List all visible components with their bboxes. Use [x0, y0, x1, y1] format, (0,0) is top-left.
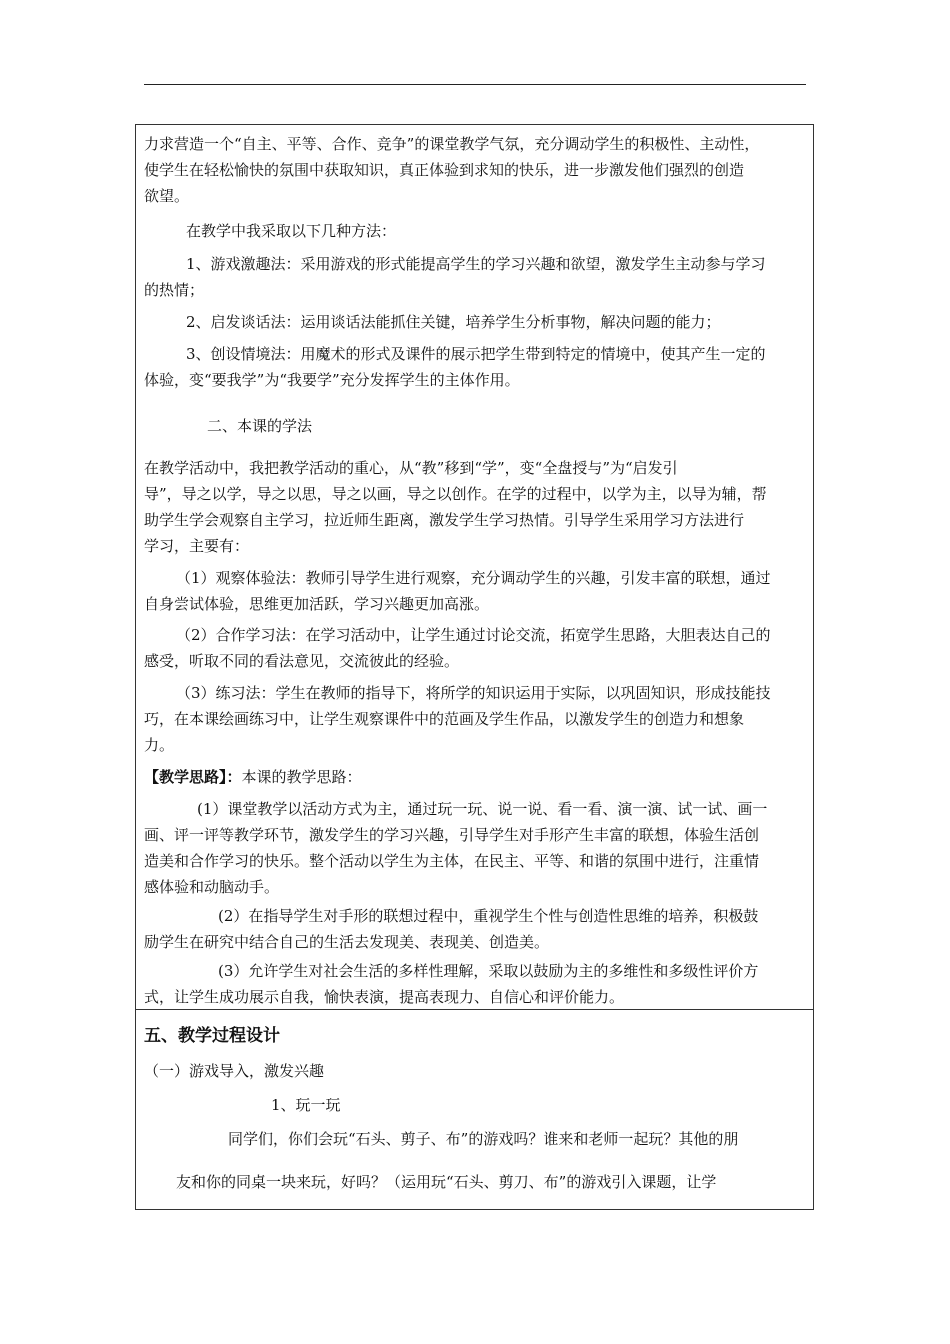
subsection-heading: （一）游戏导入，激发兴趣 [144, 1062, 325, 1080]
section-heading: 五、教学过程设计 [144, 1026, 280, 1046]
method-1-line: 的热情； [144, 281, 205, 299]
think-2-line: (2）在指导学生对手形的联想过程中，重视学生个性与创造性思维的培养，积极鼓 [218, 907, 759, 925]
learning-text-line: 学习，主要有： [144, 537, 250, 555]
method-3-line: 3、创设情境法：用魔术的形式及课件的展示把学生带到特定的情境中，使其产生一定的 [186, 345, 766, 363]
think-1-line: 造美和合作学习的快乐。整个活动以学生为主体，在民主、平等、和谐的氛围中进行，注重情 [144, 852, 760, 870]
think-1-line: 感体验和动脑动手。 [144, 878, 280, 896]
learn-1-line: （1）观察体验法：教师引导学生进行观察，充分调动学生的兴趣，引发丰富的联想，通过 [176, 569, 771, 587]
method-1-line: 1、游戏激趣法：采用游戏的形式能提高学生的学习兴趣和欲望，激发学生主动参与学习 [186, 255, 766, 273]
learn-2-line: 感受，听取不同的看法意见，交流彼此的经验。 [144, 652, 460, 670]
learn-2-line: （2）合作学习法：在学习活动中，让学生通过讨论交流，拓宽学生思路，大胆表达自己的 [176, 626, 771, 644]
think-2-line: 励学生在研究中结合自己的生活去发现美、表现美、创造美。 [144, 933, 550, 951]
learn-3-line: 力。 [144, 736, 175, 754]
learn-3-line: 巧，在本课绘画练习中，让学生观察课件中的范画及学生作品，以激发学生的创造力和想象 [144, 710, 745, 728]
think-1-line: (1）课堂教学以活动方式为主，通过玩一玩、说一说、看一看、演一演、试一试、画一 [197, 800, 768, 818]
method-2-line: 2、启发谈话法：运用谈话法能抓住关键，培养学生分析事物，解决问题的能力； [186, 313, 721, 331]
methods-intro: 在教学中我采取以下几种方法： [186, 222, 397, 240]
thinking-line [144, 764, 362, 790]
intro-line: 力求营造一个“自主、平等、合作、竞争”的课堂教学气氛，充分调动学生的积极性、主动性， [144, 135, 760, 153]
item-heading: 1、玩一玩 [271, 1096, 341, 1114]
learn-3-line: （3）练习法：学生在教师的指导下，将所学的知识运用于实际，以巩固知识，形成技能技 [176, 684, 771, 702]
learning-heading: 二、本课的学法 [207, 417, 313, 435]
body-paragraph-line: 友和你的同桌一块来玩，好吗？（运用玩“石头、剪刀、布”的游戏引入课题，让学 [176, 1173, 717, 1191]
thinking-label: 【教学思路】： [144, 768, 242, 786]
thinking-text: 本课的教学思路： [241, 768, 362, 786]
learning-text-line: 助学生学会观察自主学习，拉近师生距离，激发学生学习热情。引导学生采用学习方法进行 [144, 511, 745, 529]
think-1-line: 画、评一评等教学环节，激发学生的学习兴趣，引导学生对手形产生丰富的联想，体验生活创 [144, 826, 760, 844]
intro-line: 使学生在轻松愉快的氛围中获取知识，真正体验到求知的快乐，进一步激发他们强烈的创造 [144, 161, 745, 179]
header-rule [144, 84, 806, 85]
method-3-line: 体验，变“要我学”为“我要学”充分发挥学生的主体作用。 [144, 371, 520, 389]
think-3-line: 式，让学生成功展示自我，愉快表演，提高表现力、自信心和评价能力。 [144, 988, 625, 1006]
learn-1-line: 自身尝试体验，思维更加活跃，学习兴趣更加高涨。 [144, 595, 490, 613]
think-3-line: (3）允许学生对社会生活的多样性理解，采取以鼓励为主的多维性和多级性评价方 [218, 962, 759, 980]
learning-text-line: 在教学活动中，我把教学活动的重心，从“教”移到“学”，变“全盘授与”为“启发引 [144, 459, 678, 477]
intro-line: 欲望。 [144, 187, 190, 205]
body-paragraph-line: 同学们，你们会玩“石头、剪子、布”的游戏吗？谁来和老师一起玩？其他的朋 [228, 1130, 739, 1148]
learning-text-line: 导”，导之以学，导之以思，导之以画，导之以创作。在学的过程中，以学为主，以导为辅，帮 [144, 485, 767, 503]
